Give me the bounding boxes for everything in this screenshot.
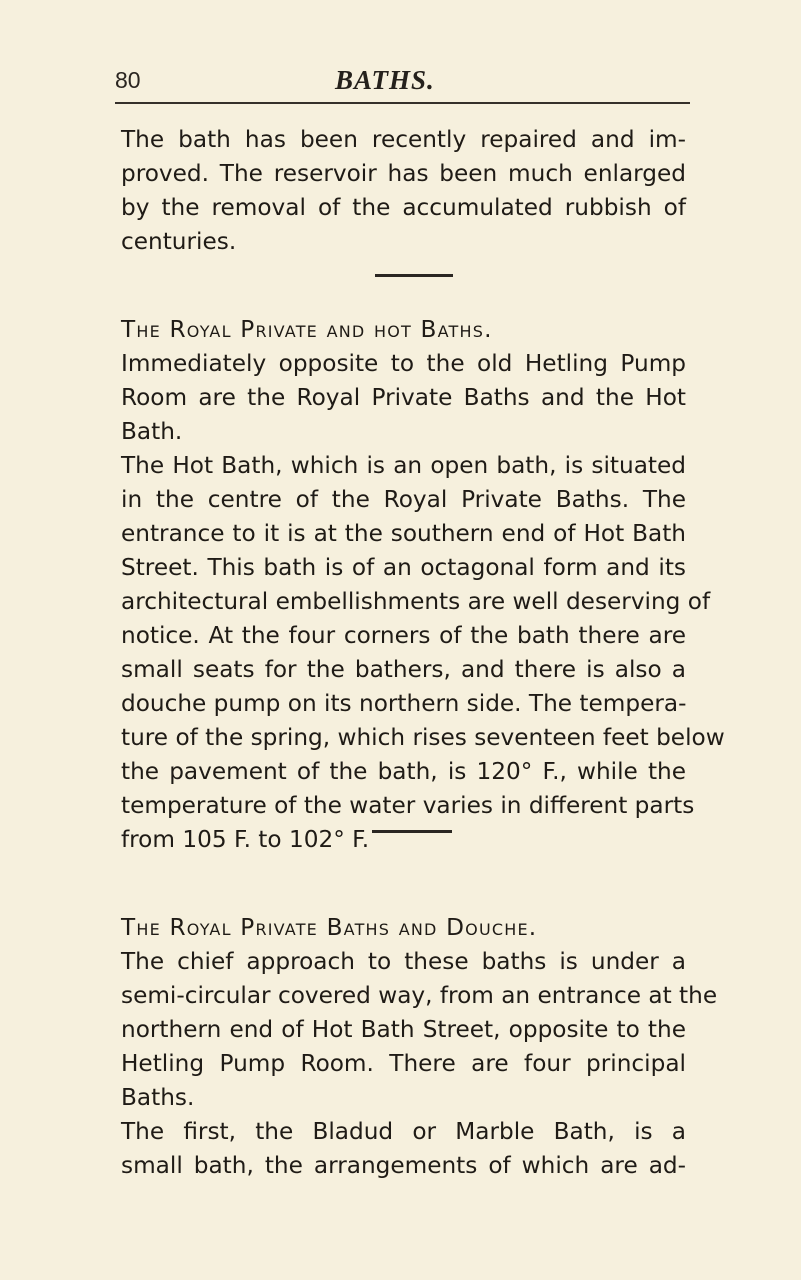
page-header [115, 60, 690, 100]
text-line: douche pump on its northern side. The tempera- [121, 690, 687, 717]
text-line: notice. At the four corners of the bath there are [121, 622, 686, 649]
text-line: from 105 F. to 102° F. [121, 826, 370, 853]
section-spacer [121, 259, 686, 313]
text-line: The Hot Bath, which is an open bath, is situated [121, 452, 686, 479]
text-line: small bath, the arrangements of which are ad- [121, 1152, 686, 1179]
text-line: proved. The reservoir has been much enlarged [121, 160, 686, 187]
section-spacer [121, 857, 686, 911]
text-line: semi-circular covered way, from an entrance at the [121, 982, 718, 1009]
text-line: Immediately opposite to the old Hetling Pump [121, 350, 686, 377]
text-line: Room are the Royal Private Baths and the Hot [121, 384, 686, 411]
page-number: 80 [115, 67, 141, 93]
text-line: by the removal of the accumulated rubbish of [121, 194, 686, 221]
text-line: Bath. [121, 418, 183, 445]
text-line: ture of the spring, which rises seventeen feet below [121, 724, 725, 751]
text-line: architectural embellishments are well deserving of [121, 588, 711, 615]
text-line: The first, the Bladud or Marble Bath, is a [121, 1118, 686, 1145]
header-rule [115, 102, 690, 104]
text-line: entrance to it is at the southern end of Hot Bath [121, 520, 686, 547]
section-heading: The Royal Private Baths and Douche. [121, 914, 538, 941]
text-line: temperature of the water varies in different parts [121, 792, 695, 819]
text-line: The chief approach to these baths is under a [121, 948, 686, 975]
text-line: Baths. [121, 1084, 195, 1111]
running-title: BATHS. [335, 65, 435, 95]
text-line: in the centre of the Royal Private Baths. The [121, 486, 686, 513]
text-line: centuries. [121, 228, 237, 255]
text-line: northern end of Hot Bath Street, opposite to the [121, 1016, 686, 1043]
section-divider [372, 830, 452, 833]
text-line: Hetling Pump Room. There are four principal [121, 1050, 686, 1077]
section-heading: The Royal Private and hot Baths. [121, 316, 493, 343]
text-line: The bath has been recently repaired and im- [121, 126, 686, 153]
text-line: Street. This bath is of an octagonal form and its [121, 554, 686, 581]
text-line: the pavement of the bath, is 120° F., while the [121, 758, 686, 785]
body-text [121, 123, 725, 1183]
section-divider [375, 274, 453, 277]
text-line: small seats for the bathers, and there is also a [121, 656, 686, 683]
